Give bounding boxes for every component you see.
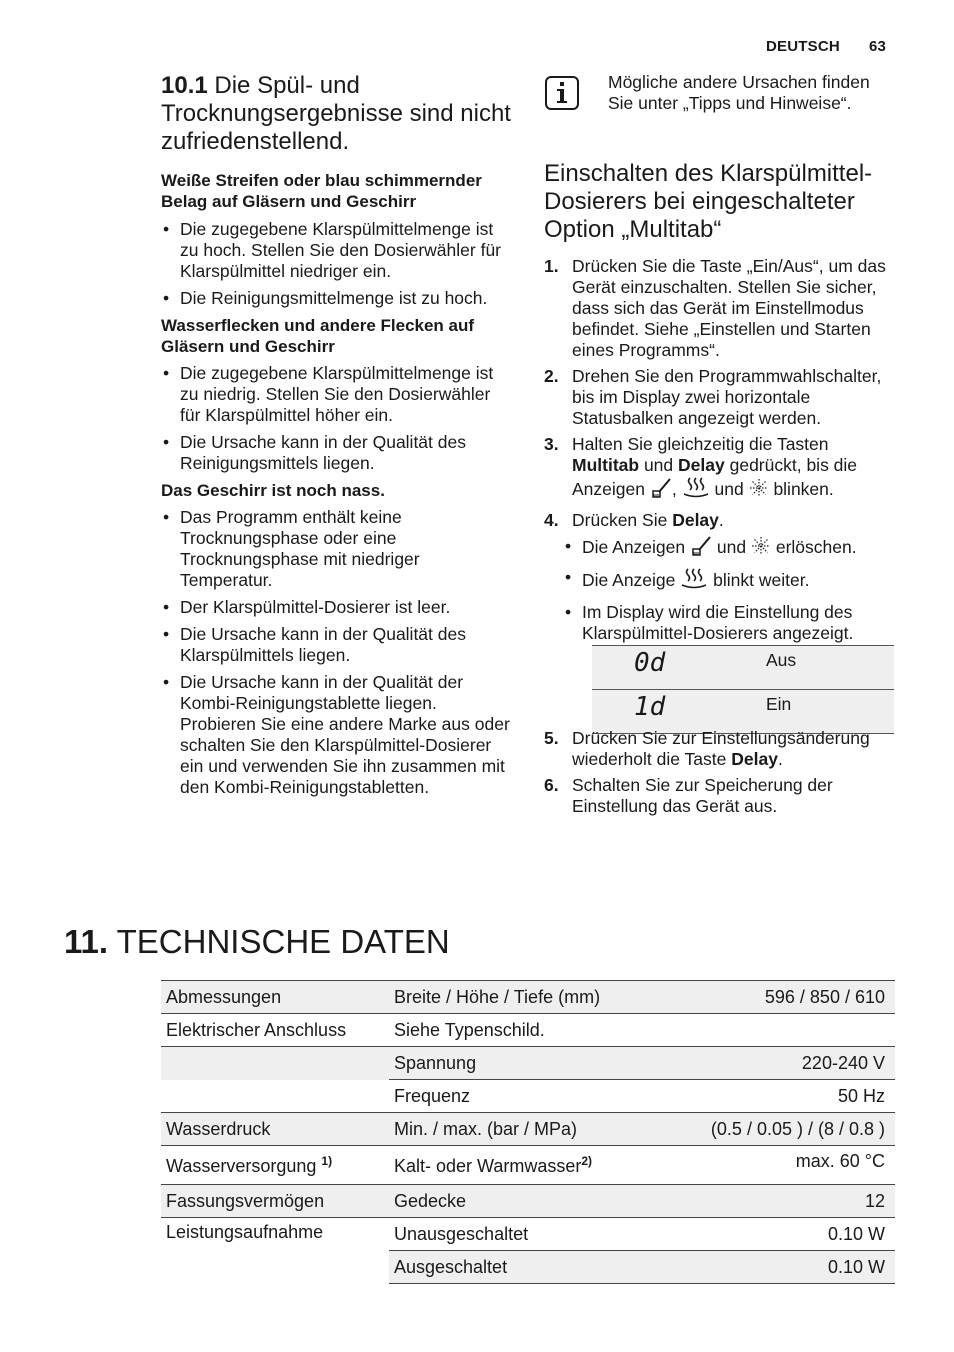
step-number: 2.: [544, 366, 559, 386]
step-text: ,: [671, 479, 677, 500]
step-4-sublist: [563, 536, 896, 644]
list-streaks: [161, 219, 511, 309]
table-cell-label: Wasserdruck: [161, 1113, 389, 1146]
page-number: 63: [869, 38, 887, 55]
step-number: 4.: [544, 510, 559, 530]
step-number: 1.: [544, 256, 559, 276]
table-row: [161, 1113, 895, 1146]
step-6: [544, 775, 896, 817]
steps-list-2: [544, 728, 896, 817]
step-text: blinkt weiter.: [713, 570, 810, 591]
list-wet: [161, 507, 511, 798]
chapter-heading: [64, 922, 450, 962]
drying-icon: [680, 567, 708, 596]
table-row: [592, 646, 894, 690]
sparkle-icon: [749, 478, 769, 503]
step-text: .: [718, 510, 724, 530]
table-cell-value: 0.10 W: [679, 1251, 895, 1284]
cell-text: Wasserversorgung: [166, 1155, 317, 1176]
step-text: und: [714, 479, 744, 500]
list-item: • Die Reinigungsmittelmenge ist zu hoch.: [161, 288, 511, 309]
step-text: Drücken Sie zur Einstellungsänderung wiederholt die Taste: [572, 728, 870, 769]
rinse-aid-icon: [650, 478, 672, 503]
table-cell-value: 12: [679, 1185, 895, 1218]
step-text: .: [777, 749, 783, 769]
steps-block: [544, 256, 896, 650]
steps-block-2: [544, 728, 896, 822]
step-text: Drehen Sie den Programmwahlschalter, bis im Display zwei horizontale Statusbalken angezeigt werden.: [572, 366, 882, 428]
step-text: Schalten Sie zur Speicherung der Einstellung das Gerät aus.: [572, 775, 833, 816]
step-text: erlöschen.: [775, 537, 857, 558]
setting-label: Ein: [765, 690, 894, 734]
display-readout: [592, 646, 765, 690]
table-row: [161, 1014, 895, 1047]
footnote-ref: 2): [581, 1153, 593, 1168]
cell-text: Kalt- oder Warmwasser: [394, 1155, 582, 1176]
step-text: Halten Sie gleichzeitig die Tasten: [572, 434, 829, 454]
table-cell-value: (0.5 / 0.05 ) / (8 / 0.8 ): [679, 1113, 895, 1146]
table-cell-param: Ausgeschaltet: [389, 1251, 679, 1284]
step-text: gedrückt, bis die Anzeigen: [572, 455, 858, 500]
group-heading-streaks: Weiße Streifen oder blau schimmernder Belag auf Gläsern und Geschirr: [161, 171, 482, 211]
table-cell-param: [389, 1146, 679, 1185]
left-column: [161, 72, 511, 804]
step-number: 5.: [544, 728, 559, 748]
table-cell-label: [161, 1080, 389, 1113]
table-cell-label: [161, 1047, 389, 1080]
table-cell-value: 220-240 V: [679, 1047, 895, 1080]
table-cell-param: Unausgeschaltet: [389, 1218, 679, 1251]
table-cell-label: Abmessungen: [161, 981, 389, 1014]
list-item: • Die zugegebene Klarspülmittelmenge ist zu hoch. Stellen Sie den Dosierwähler für Klarspülmittel niedriger ein.: [161, 219, 511, 282]
step-text: und: [716, 537, 747, 558]
section-number: 10.1: [161, 72, 208, 99]
list-item: • Das Programm enthält keine Trocknungsphase oder eine Trocknungsphase mit niedriger Temperatur.: [161, 507, 511, 591]
step-text: Die Anzeigen: [582, 537, 686, 558]
table-cell-value: 596 / 850 / 610: [679, 981, 895, 1014]
list-item: • Die Ursache kann in der Qualität der Kombi-Reinigungstablette liegen. Probieren Sie eine andere Marke aus oder schalten Sie den Klarspülmittel-Dosierer ein und verwenden Sie ihn zusammen mit den Kombi-Reinigungstabletten.: [161, 672, 511, 798]
table-cell-param: Breite / Höhe / Tiefe (mm): [389, 981, 679, 1014]
info-note: Mögliche andere Ursachen finden Sie unter „Tipps und Hinweise“.: [608, 72, 870, 113]
list-item: • Der Klarspülmittel-Dosierer ist leer.: [161, 597, 511, 618]
step-text: Drücken Sie die Taste „Ein/Aus“, um das Gerät einzuschalten. Stellen Sie sicher, dass sich das Gerät im Einstellmodus befindet. Siehe „Einstellen und Starten eines Programms“.: [572, 256, 886, 360]
group-heading-wet: Das Geschirr ist noch nass.: [161, 481, 385, 500]
button-name-delay: Delay: [672, 510, 719, 530]
section-heading: [161, 72, 511, 156]
display-text: 0d: [634, 648, 666, 678]
list-item: • Die Ursache kann in der Qualität des Reinigungsmittels liegen.: [161, 432, 511, 474]
running-header-language: DEUTSCH: [766, 38, 840, 55]
list-item: • Die zugegebene Klarspülmittelmenge ist zu niedrig. Stellen Sie den Dosierwähler für Klarspülmittel höher ein.: [161, 363, 511, 426]
button-name-multitab: Multitab: [572, 455, 640, 475]
setting-table: [592, 645, 894, 734]
table-cell-param: Spannung: [389, 1047, 679, 1080]
info-icon: [545, 76, 579, 110]
section-title: Die Spül- und Trocknungsergebnisse sind nicht zufriedenstellend.: [161, 72, 511, 155]
step-3: [544, 434, 896, 505]
table-cell-label: Elektrischer Anschluss: [161, 1014, 389, 1047]
multitab-heading: Einschalten des Klarspülmittel-Dosierers bei eingeschalteter Option „Multitab“: [544, 160, 873, 243]
rinse-aid-icon: [690, 536, 712, 561]
table-row: [161, 1047, 895, 1080]
table-row: [161, 1080, 895, 1113]
table-cell-value: 50 Hz: [679, 1080, 895, 1113]
chapter-title: TECHNISCHE DATEN: [116, 923, 450, 960]
list-spots: [161, 363, 511, 474]
display-readout: [592, 690, 765, 734]
table-cell-param: Gedecke: [389, 1185, 679, 1218]
table-row: [161, 1218, 895, 1251]
list-item: [563, 536, 896, 561]
table-cell-label: Fassungsvermögen: [161, 1185, 389, 1218]
group-heading-spots: Wasserflecken und andere Flecken auf Gläsern und Geschirr: [161, 316, 475, 356]
button-name-delay: Delay: [678, 455, 725, 475]
step-text: blinken.: [773, 479, 834, 500]
step-2: [544, 366, 896, 429]
table-row: [161, 1185, 895, 1218]
step-text: Drücken Sie: [572, 510, 668, 530]
sparkle-icon: [751, 536, 771, 561]
button-name-delay: Delay: [731, 749, 778, 769]
tech-table: [161, 980, 895, 1284]
list-item: • Im Display wird die Einstellung des Klarspülmittel-Dosierers angezeigt.: [563, 602, 896, 644]
table-cell-param: Siehe Typenschild.: [389, 1014, 679, 1047]
setting-label: Aus: [765, 646, 894, 690]
table-cell-param: Min. / max. (bar / MPa): [389, 1113, 679, 1146]
steps-list: [544, 256, 896, 644]
drying-icon: [682, 476, 710, 505]
footnote-ref: 1): [321, 1153, 333, 1168]
table-row: [161, 1146, 895, 1185]
table-row: [161, 981, 895, 1014]
step-5: [544, 728, 896, 770]
display-text: 1d: [634, 692, 666, 722]
list-item: • Die Ursache kann in der Qualität des Klarspülmittels liegen.: [161, 624, 511, 666]
table-cell-value: [679, 1014, 895, 1047]
table-cell-label: Leistungsaufnahme: [161, 1218, 389, 1284]
table-cell-value: 0.10 W: [679, 1218, 895, 1251]
table-cell-value: max. 60 °C: [679, 1146, 895, 1185]
step-number: 6.: [544, 775, 559, 795]
step-1: [544, 256, 896, 361]
table-cell-param: Frequenz: [389, 1080, 679, 1113]
step-4: [544, 510, 896, 644]
list-item: [563, 567, 896, 596]
step-number: 3.: [544, 434, 559, 454]
step-text: Die Anzeige: [582, 570, 676, 591]
table-row: [592, 690, 894, 734]
table-cell-label: [161, 1146, 389, 1185]
chapter-number: 11.: [64, 923, 109, 960]
step-text: und: [643, 455, 674, 475]
